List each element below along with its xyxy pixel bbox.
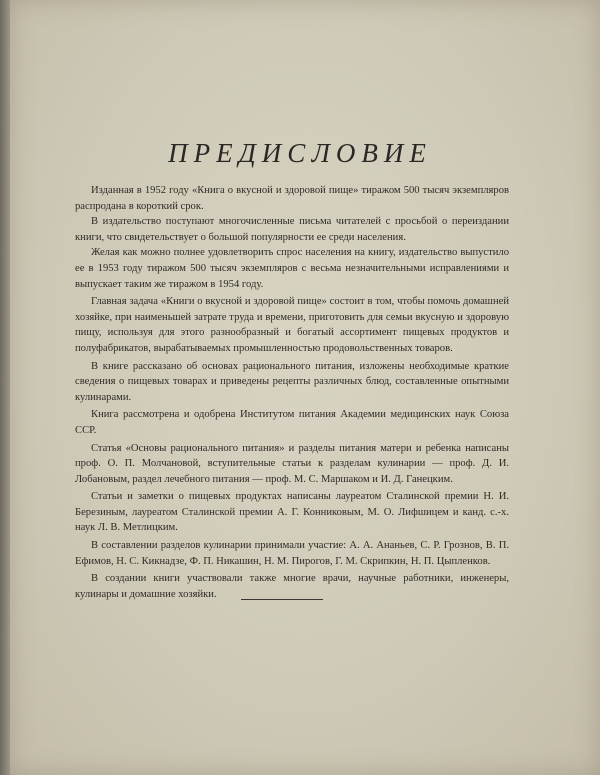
paragraph-4: Главная задача «Книги о вкусной и здоровой пище» состоит в том, чтобы помочь домашней хозяйке, при наименьшей затрате труда и времени, приготовить для семьи вкусную и здоровую пищу, используя для этого разнообразный и богатый ассортимент пищевых продуктов и полуфабрикатов, вырабатываемых промышленностью продовольственных товаров.	[75, 296, 509, 354]
paragraph-8: Статьи и заметки о пищевых продуктах написаны лауреатом Сталинской премии Н. И. Березиным, лауреатом Сталинской премии А. Г. Конниковым, М. О. Лифшицем и канд. с.-х. наук Л. В. Метлицким.	[75, 491, 509, 534]
paragraph-9: В составлении разделов кулинарии принимали участие: А. А. Ананьев, С. Р. Грознов, В. П. Ефимов, Н. С. Кикнадзе, Ф. П. Никашин, Н. М. Пирогов, Г. М. Скрипкин, Н. П. Цыпленков.	[75, 540, 509, 567]
paragraph-5: В книге рассказано об основах рационального питания, изложены необходимые краткие сведения о пищевых товарах и приведены рецепты различных блюд, составленные опытными кулинарами.	[75, 360, 509, 403]
paragraph-6: Книга рассмотрена и одобрена Институтом питания Академии медицинских наук Союза ССР.	[75, 409, 509, 436]
book-binding-edge	[0, 0, 10, 775]
paragraph-10: В создании книги участвовали также многие врачи, научные работники, инженеры, кулинары и домашние хозяйки.	[75, 573, 509, 600]
page-title: ПРЕДИСЛОВИЕ	[168, 138, 432, 168]
paragraph-3: Желая как можно полнее удовлетворить спрос населения на книгу, издательство выпустило ее в 1953 году тиражом 500 тысяч экземпляров с весьма незначительными исправлениями и выпускает таким же тиражом в 1954 году.	[75, 247, 509, 290]
preface-text	[75, 183, 509, 602]
paragraph-2: В издательство поступают многочисленные письма читателей с просьбой о переиздании книги, что свидетельствует о большой популярности ее среди населения.	[75, 216, 509, 243]
paragraph-7: Статья «Основы рационального питания» и разделы питания матери и ребенка написаны проф. О. П. Молчановой, вступительные статьи к разделам кулинарии — проф. Д. И. Лобановым, раздел лечебного питания — проф. М. С. Маршаком и И. Д. Ганецким.	[75, 442, 509, 485]
paragraph-1: Изданная в 1952 году «Книга о вкусной и здоровой пище» тиражом 500 тысяч экземпляров распродана в короткий срок.	[75, 185, 509, 212]
end-divider-line	[241, 599, 323, 600]
